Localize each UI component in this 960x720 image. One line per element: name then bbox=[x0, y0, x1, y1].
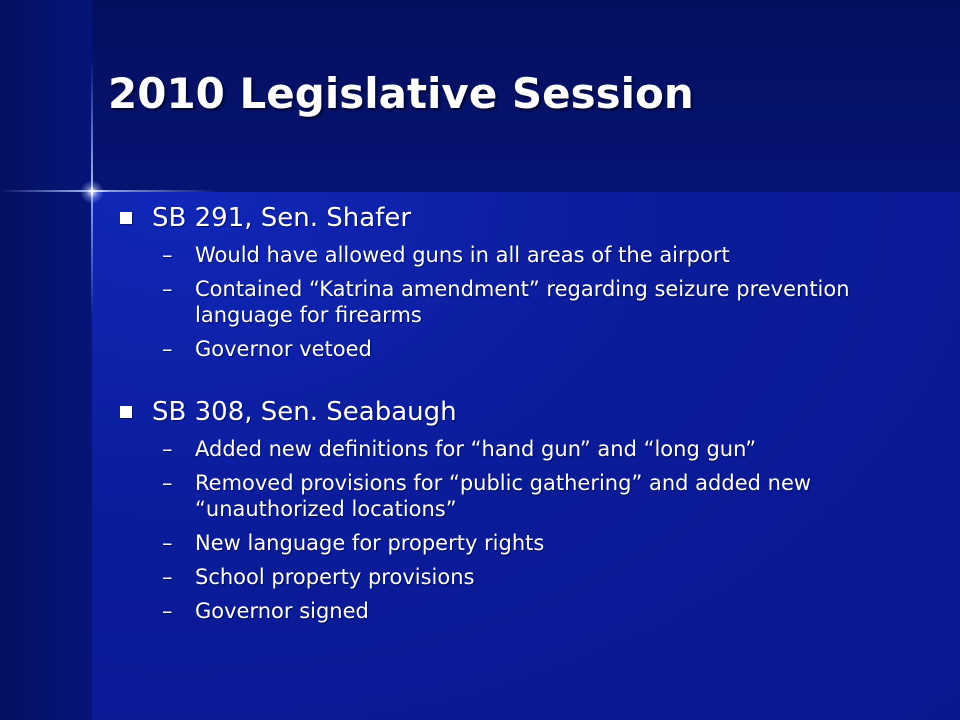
dash-bullet: – bbox=[162, 471, 173, 495]
list-item-text: New language for property rights bbox=[195, 531, 545, 555]
list-item bbox=[118, 470, 918, 522]
list-item bbox=[118, 598, 918, 624]
dash-bullet: – bbox=[162, 565, 173, 589]
section-spacer bbox=[118, 370, 918, 392]
dash-bullet: – bbox=[162, 337, 173, 361]
slide-title: 2010 Legislative Session bbox=[108, 69, 694, 118]
sb-308-details bbox=[118, 436, 918, 624]
list-item-text: Would have allowed guns in all areas of the airport bbox=[195, 243, 730, 267]
list-item-text: Governor vetoed bbox=[195, 337, 372, 361]
sb-291-details bbox=[118, 242, 918, 362]
list-item bbox=[118, 336, 918, 362]
left-strip-background bbox=[0, 0, 92, 720]
slide-content bbox=[118, 198, 918, 632]
bullet-heading: SB 291, Sen. Shafer bbox=[152, 203, 412, 233]
list-item bbox=[118, 530, 918, 556]
list-item-text: Contained “Katrina amendment” regarding seizure prevention language for firearms bbox=[195, 277, 850, 327]
dash-bullet: – bbox=[162, 277, 173, 301]
bullet-sb-291 bbox=[118, 198, 918, 238]
dash-bullet: – bbox=[162, 243, 173, 267]
bullet-sb-308 bbox=[118, 392, 918, 432]
sparkle-star-icon bbox=[80, 180, 104, 204]
list-item-text: School property provisions bbox=[195, 565, 475, 589]
dash-bullet: – bbox=[162, 599, 173, 623]
square-bullet-icon bbox=[120, 406, 132, 418]
list-item bbox=[118, 276, 918, 328]
dash-bullet: – bbox=[162, 531, 173, 555]
sparkle-horizontal-line bbox=[0, 190, 220, 192]
list-item-text: Removed provisions for “public gathering” and added new “unauthorized locations” bbox=[195, 471, 812, 521]
list-item-text: Governor signed bbox=[195, 599, 369, 623]
list-item bbox=[118, 436, 918, 462]
list-item-text: Added new definitions for “hand gun” and “long gun” bbox=[195, 437, 757, 461]
list-item bbox=[118, 564, 918, 590]
list-item bbox=[118, 242, 918, 268]
bullet-heading: SB 308, Sen. Seabaugh bbox=[152, 397, 457, 427]
square-bullet-icon bbox=[120, 212, 132, 224]
dash-bullet: – bbox=[162, 437, 173, 461]
